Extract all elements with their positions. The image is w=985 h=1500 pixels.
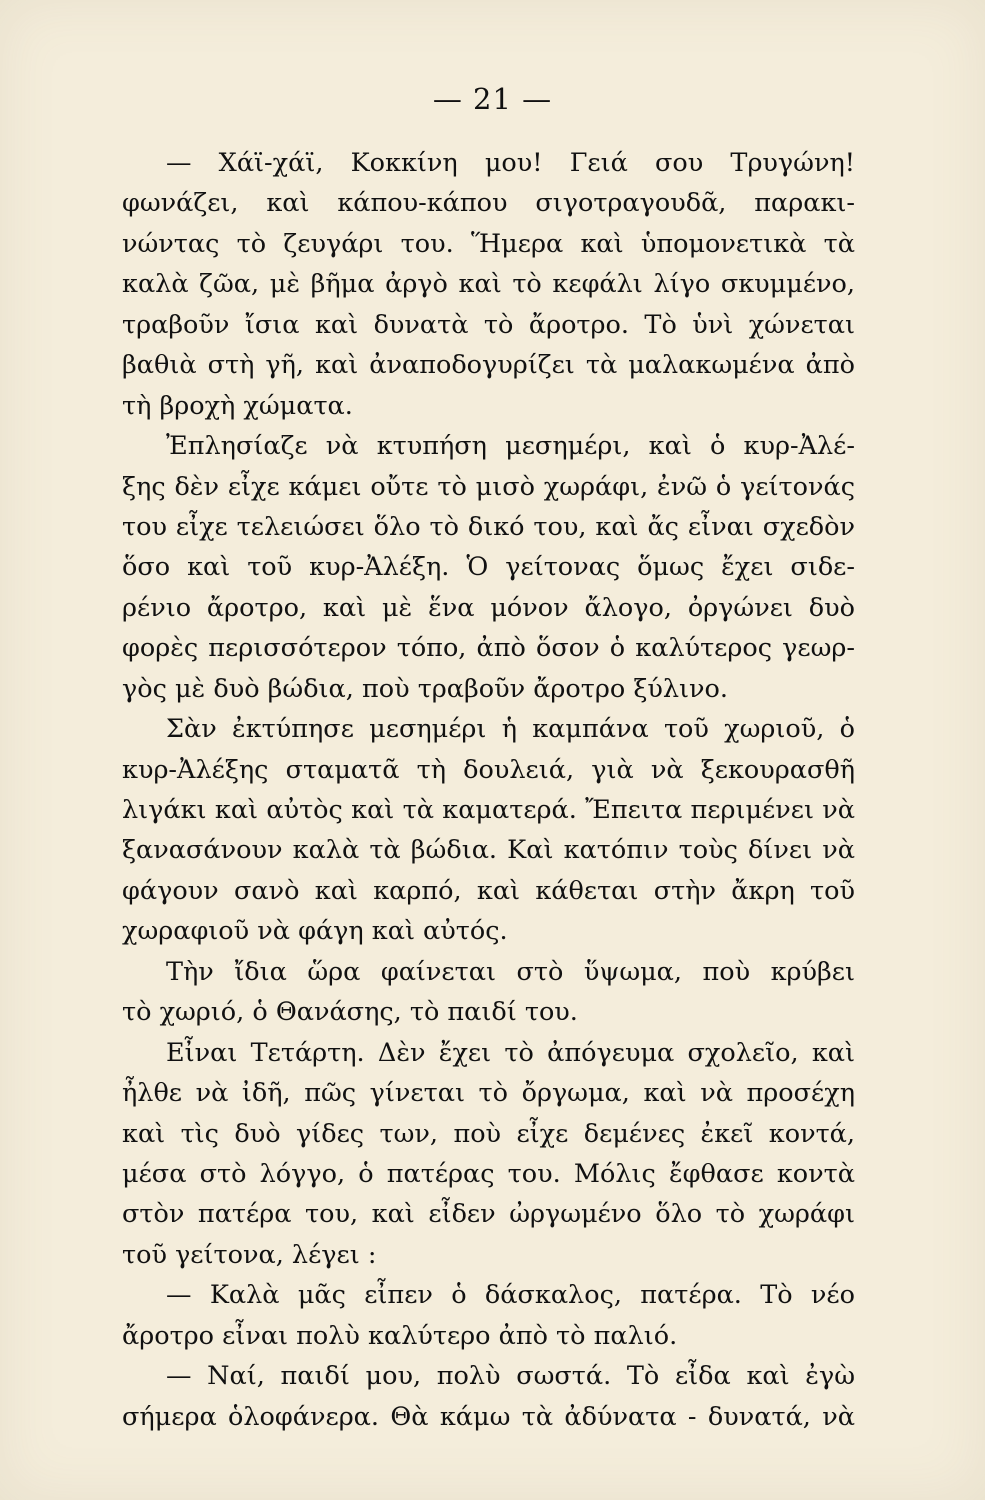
text-line: Τὴν ἴδια ὥρα φαίνεται στὸ ὕψωμα, ποὺ κρύβει — [166, 956, 855, 987]
text-line: τραβοῦν ἴσια καὶ δυνατὰ τὸ ἄροτρο. Τὸ ὑνὶ χώνεται — [122, 309, 855, 340]
text-line: γὸς μὲ δυὸ βώδια, ποὺ τραβοῦν ἄροτρο ξύλινο. — [122, 673, 728, 704]
text-line: του εἶχε τελειώσει ὅλο τὸ δικό του, καὶ ἄς εἶναι σχεδὸν — [122, 511, 855, 542]
text-line: τοῦ γείτονα, λέγει : — [122, 1239, 377, 1270]
text-line: κυρ-Ἀλέξης σταματᾶ τὴ δουλειά, γιὰ νὰ ξεκουρασθῆ — [122, 754, 855, 785]
text-line: ὅσο καὶ τοῦ κυρ-Ἀλέξη. Ὁ γείτονας ὅμως ἔχει σιδε- — [122, 552, 855, 583]
text-line: χωραφιοῦ νὰ φάγη καὶ αὐτός. — [122, 916, 508, 947]
text-line: καλὰ ζῶα, μὲ βῆμα ἀργὸ καὶ τὸ κεφάλι λίγο σκυμμένο, — [122, 269, 855, 300]
text-line: ξανασάνουν καλὰ τὰ βώδια. Καὶ κατόπιν τοὺς δίνει νὰ — [122, 835, 855, 866]
text-line: Εἶναι Τετάρτη. Δὲν ἔχει τὸ ἀπόγευμα σχολεῖο, καὶ — [166, 1037, 855, 1068]
text-line: τὴ βροχὴ χώματα. — [122, 390, 353, 421]
text-line: — Ναί, παιδί μου, πολὺ σωστά. Τὸ εἶδα καὶ ἐγὼ — [166, 1361, 855, 1392]
text-line: τὸ χωριό, ὁ Θανάσης, τὸ παιδί του. — [122, 997, 578, 1028]
text-line: φορὲς περισσότερον τόπο, ἀπὸ ὅσον ὁ καλύτερος γεωρ- — [122, 633, 855, 664]
text-line: ξης δὲν εἶχε κάμει οὔτε τὸ μισὸ χωράφι, ἐνῶ ὁ γείτονάς — [122, 471, 855, 502]
text-line: λιγάκι καὶ αὐτὸς καὶ τὰ καματερά. Ἔπειτα περιμένει νὰ — [122, 795, 855, 825]
text-line: Σὰν ἐκτύπησε μεσημέρι ἡ καμπάνα τοῦ χωριοῦ, ὁ — [166, 714, 855, 745]
page-number: — 21 — — [432, 82, 553, 116]
text-line: — Καλὰ μᾶς εἶπεν ὁ δάσκαλος, πατέρα. Τὸ νέο — [166, 1280, 855, 1311]
text-line: βαθιὰ στὴ γῆ, καὶ ἀναποδογυρίζει τὰ μαλακωμένα ἀπὸ — [122, 350, 855, 381]
text-line: — Χάϊ-χάϊ, Κοκκίνη μου! Γειά σου Τρυγώνη! — [166, 148, 855, 178]
text-line: σήμερα ὁλοφάνερα. Θὰ κάμω τὰ ἀδύνατα - δυνατά, νὰ — [122, 1401, 855, 1432]
text-line: φάγουν σανὸ καὶ καρπό, καὶ κάθεται στὴν ἄκρη τοῦ — [122, 875, 855, 906]
text-line: ρένιο ἄροτρο, καὶ μὲ ἕνα μόνον ἄλογο, ὀργώνει δυὸ — [122, 592, 855, 623]
text-line: Ἐπλησίαζε νὰ κτυπήση μεσημέρι, καὶ ὁ κυρ-Ἀλέ- — [166, 431, 855, 462]
text-line: μέσα στὸ λόγγο, ὁ πατέρας του. Μόλις ἔφθασε κοντὰ — [122, 1158, 855, 1189]
text-line: νώντας τὸ ζευγάρι του. Ἥμερα καὶ ὑπομονετικὰ τὰ — [122, 228, 855, 259]
text-line: ἄροτρο εἶναι πολὺ καλύτερο ἀπὸ τὸ παλιό. — [122, 1320, 678, 1351]
text-line: φωνάζει, καὶ κάπου-κάπου σιγοτραγουδᾶ, παρακι- — [122, 188, 855, 219]
text-line: στὸν πατέρα του, καὶ εἶδεν ὠργωμένο ὅλο τὸ χωράφι — [122, 1199, 855, 1230]
text-line: ἦλθε νὰ ἰδῆ, πῶς γίνεται τὸ ὄργωμα, καὶ νὰ προσέχη — [122, 1078, 855, 1109]
text-line: καὶ τὶς δυὸ γίδες των, ποὺ εἶχε δεμένες ἐκεῖ κοντά, — [122, 1118, 855, 1149]
body-text — [122, 143, 855, 1437]
